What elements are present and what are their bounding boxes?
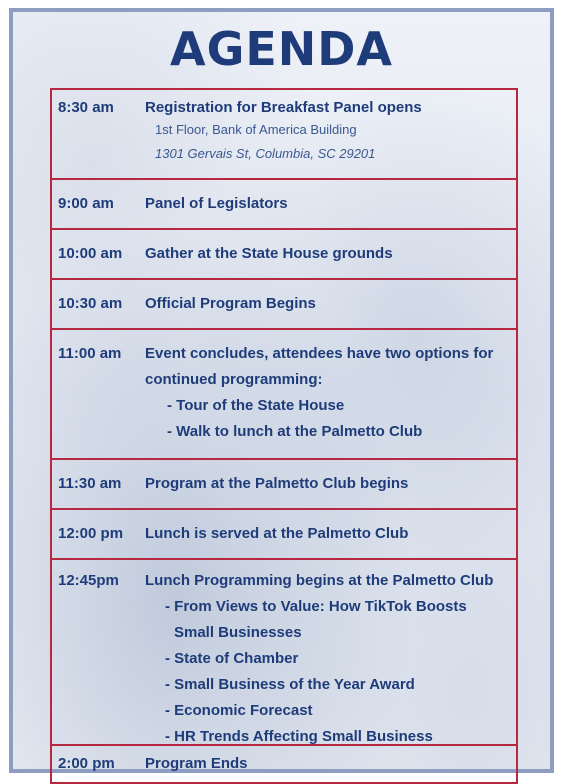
agenda-row bbox=[52, 510, 516, 560]
bullet-item: - State of Chamber bbox=[165, 650, 299, 667]
bullet-item: - Walk to lunch at the Palmetto Club bbox=[167, 423, 423, 440]
agenda-item-title: Panel of Legislators bbox=[145, 195, 288, 212]
bullet-item: - From Views to Value: How TikTok Boosts bbox=[165, 598, 467, 615]
agenda-title: AGENDA bbox=[169, 22, 394, 76]
agenda-description bbox=[145, 754, 515, 774]
agenda-row bbox=[52, 460, 516, 510]
agenda-row bbox=[52, 230, 516, 280]
agenda-description bbox=[145, 524, 515, 544]
agenda-time: 12:00 pm bbox=[58, 525, 124, 542]
agenda-time: 9:00 am bbox=[58, 195, 114, 212]
agenda-description bbox=[145, 194, 515, 214]
agenda-item-title-cont: continued programming: bbox=[145, 371, 323, 388]
agenda-time: 8:30 am bbox=[58, 99, 114, 116]
agenda-time: 10:30 am bbox=[58, 295, 123, 312]
agenda-item-title: Registration for Breakfast Panel opens bbox=[145, 99, 422, 116]
location-line: 1st Floor, Bank of America Building bbox=[155, 122, 357, 137]
agenda-description bbox=[145, 568, 515, 750]
agenda-row bbox=[52, 746, 516, 782]
agenda-time: 10:00 am bbox=[58, 245, 123, 262]
bullet-item: - Small Business of the Year Award bbox=[165, 676, 415, 693]
bullet-item: - Economic Forecast bbox=[165, 702, 313, 719]
agenda-time: 12:45pm bbox=[58, 572, 119, 589]
agenda-time: 11:30 am bbox=[58, 475, 122, 492]
agenda-item-title: Lunch Programming begins at the Palmetto Club bbox=[145, 572, 494, 589]
agenda-time: 11:00 am bbox=[58, 345, 122, 362]
agenda-sheet bbox=[9, 8, 554, 773]
agenda-item-title: Lunch is served at the Palmetto Club bbox=[145, 525, 409, 542]
agenda-item-title: Program Ends bbox=[145, 755, 248, 772]
agenda-item-title: Program at the Palmetto Club begins bbox=[145, 475, 409, 492]
bullet-item: - HR Trends Affecting Small Business bbox=[165, 728, 433, 745]
bullet-item: - Tour of the State House bbox=[167, 397, 345, 414]
agenda-row bbox=[52, 560, 516, 746]
agenda-description bbox=[145, 341, 515, 445]
agenda-description bbox=[145, 294, 515, 314]
agenda-item-title: Event concludes, attendees have two options for bbox=[145, 345, 494, 362]
agenda-table bbox=[50, 88, 518, 784]
agenda-description bbox=[145, 474, 515, 494]
agenda-item-title: Official Program Begins bbox=[145, 295, 316, 312]
agenda-description bbox=[145, 98, 515, 166]
agenda-row bbox=[52, 90, 516, 180]
agenda-row bbox=[52, 180, 516, 230]
agenda-row bbox=[52, 330, 516, 460]
address-line: 1301 Gervais St, Columbia, SC 29201 bbox=[155, 146, 376, 161]
agenda-time: 2:00 pm bbox=[58, 755, 115, 772]
agenda-row bbox=[52, 280, 516, 330]
agenda-item-title: Gather at the State House grounds bbox=[145, 245, 393, 262]
bullet-item-cont: Small Businesses bbox=[174, 624, 302, 641]
agenda-description bbox=[145, 244, 515, 264]
